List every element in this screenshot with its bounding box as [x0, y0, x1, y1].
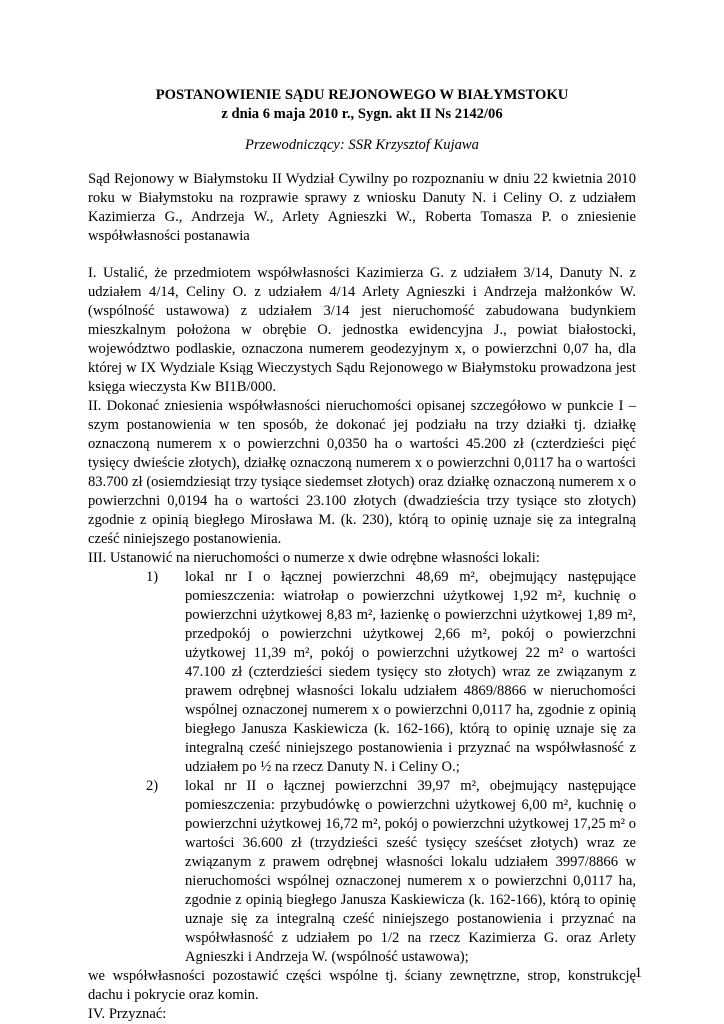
section-2: II. Dokonać zniesienia współwłasności nieruchomości opisanej szczegółowo w punkcie I – szym postanowienia w ten sposób, że dokonać jej podziału na trzy działki tj. działkę oznaczoną numerem x o powierzchni 0,0350 ha o wartości 45.200 zł (czterdzieści pięć tysięcy dwieście złotych), działkę oznaczoną numerem x o powierzchni 0,0117 ha o wartości 83.700 zł (osiemdziesiąt trzy tysiące siedemset złotych) oraz działkę oznaczoną numerem x o powierzchni 0,0194 ha o wartości 23.100 złotych (dwadzieścia trzy tysiące sto złotych) zgodnie z opinią biegłego Mirosława M. (k. 230), którą to opinię uznaje się za integralną cześć niniejszego postanowienia. [88, 398, 636, 547]
list-item [88, 568, 636, 777]
list-item-number: 1) [146, 569, 159, 585]
decision-sections [88, 264, 636, 1024]
section-3-outro: we współwłasności pozostawić części wspólne tj. ściany zewnętrzne, strop, konstrukcję dachu i pokrycie oraz komin. [88, 968, 636, 1003]
title-line-1: POSTANOWIENIE SĄDU REJONOWEGO W BIAŁYMSTOKU [155, 87, 569, 103]
section-1: I. Ustalić, że przedmiotem współwłasności Kazimierza G. z udziałem 3/14, Danuty N. z udziałem 4/14, Celiny O. z udziałem 4/14 Arlety Agnieszki i Andrzeja małżonków W. (wspólność ustawowa) z udziałem 3/14 jest nieruchomość zabudowana budynkiem mieszkalnym położona w obrębie O. jednostka ewidencyjna J., powiat białostocki, województwo podlaskie, oznaczona numerem geodezyjnym x, o powierzchni 0,07 ha, dla której w IX Wydziale Ksiąg Wieczystych Sądu Rejonowego w Białymstoku prowadzona jest księga wieczysta Kw BI1B/000. [88, 265, 636, 395]
list-item [88, 777, 636, 967]
list-item-number: 2) [146, 778, 159, 794]
section-4: IV. Przyznać: [88, 1006, 167, 1022]
list-item-text: lokal nr II o łącznej powierzchni 39,97 m², obejmujący następujące pomieszczenia: przybudówkę o powierzchni użytkowej 6,00 m², kuchnię o powierzchni użytkowej 16,72 m², pokój o powierzchni użytkowej 17,25 m² o wartości 36.600 zł (trzydzieści sześć tysięcy sześćset złotych) wraz ze związanym z prawem odrębnej własności lokalu udziałem 3997/8866 w nieruchomości wspólnej oznaczonej numerem x o powierzchni 0,0117 ha, zgodnie z opinią biegłego Janusza Kaskiewicza (k. 162-166), którą to opinię uznaje się za integralną cześć niniejszego postanowienia i przyznać na współwłasność z udziałem po 1/2 na rzecz Kazimierza G. oraz Arlety Agnieszki i Andrzeja W. (wspólność ustawowa); [185, 778, 636, 965]
title-line-2: z dnia 6 maja 2010 r., Sygn. akt II Ns 2142/06 [221, 106, 503, 122]
page-number: 1 [634, 965, 642, 981]
document-title [88, 86, 636, 124]
section-3-intro: III. Ustanowić na nieruchomości o numerze x dwie odrębne własności lokali: [88, 550, 540, 566]
presiding-judge: Przewodniczący: SSR Krzysztof Kujawa [245, 137, 479, 153]
list-item-text: lokal nr I o łącznej powierzchni 48,69 m², obejmujący następujące pomieszczenia: wiatrołap o powierzchni użytkowej 1,92 m², kuchnię o powierzchni użytkowej 8,83 m², łazienkę o powierzchni użytkowej 1,89 m², przedpokój o powierzchni użytkowej 2,66 m², pokój o powierzchni użytkowej 11,39 m², pokój o powierzchni użytkowej 22 m² o wartości 47.100 zł (czterdzieści siedem tysięcy sto złotych) wraz ze związanym z prawem odrębnej własności lokalu udziałem 4869/8866 w nieruchomości wspólnej oznaczonej numerem x o powierzchni 0,0117 ha, zgodnie z opinią biegłego Janusza Kaskiewicza (k. 162-166), którą to opinię uznaje się za integralną cześć niniejszego postanowienia i przyznać na współwłasność z udziałem po ½ na rzecz Danuty N. i Celiny O.; [185, 569, 636, 775]
intro-paragraph [88, 170, 636, 246]
intro-text: Sąd Rejonowy w Białymstoku II Wydział Cywilny po rozpoznaniu w dniu 22 kwietnia 2010 roku w Białymstoku na rozprawie sprawy z wniosku Danuty N. i Celiny O. z udziałem Kazimierza G., Andrzeja W., Arlety Agnieszki W., Roberta Tomasza P. o zniesienie współwłasności postanawia [88, 171, 636, 244]
